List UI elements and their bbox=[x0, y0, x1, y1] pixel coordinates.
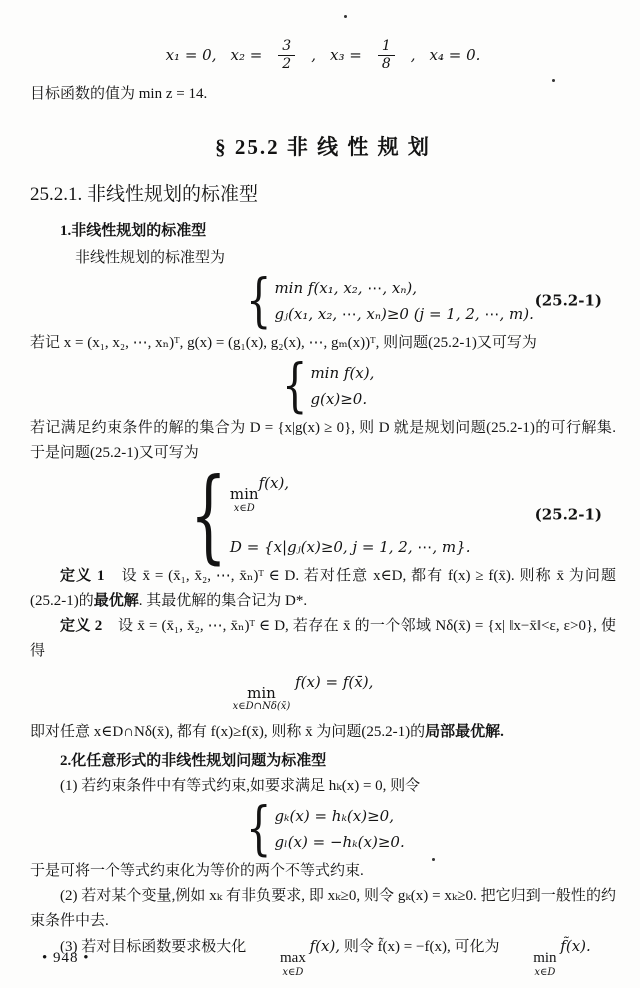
case-1-line: (1) 若约束条件中有等式约束,如要求满足 hₖ(x) = 0, 则令 bbox=[60, 778, 421, 794]
definition-2-text: 设 x̄ = (x̄₁, x̄₂, ⋯, x̄ₙ)ᵀ ∈ D, 若存在 x̄ 的一个邻域 Nδ(x̄) = {x| ‖x−x̄‖<ε, ε>0}, 使得 bbox=[30, 617, 616, 659]
left-brace-icon: { bbox=[246, 795, 272, 863]
equation-feasible-form bbox=[190, 455, 616, 575]
equation-label: (25.2-1) bbox=[534, 291, 602, 310]
equation-label: (25.2-1) bbox=[534, 505, 602, 524]
equation-local-min bbox=[30, 670, 576, 713]
definition-2 bbox=[30, 614, 616, 664]
item-2-heading: 2.化任意形式的非线性规划问题为标准型 bbox=[60, 753, 327, 769]
min-operator: min bbox=[533, 950, 557, 966]
intro-line: 非线性规划的标准型为 bbox=[75, 250, 226, 266]
equation-fragment: f(x) = f(x̄), bbox=[295, 672, 374, 691]
definition-1-text: 设 x̄ = (x̄₁, x̄₂, ⋯, x̄ₙ)ᵀ ∈ D. 若对任意 x∈D, 都有 f(x) ≥ f(x̄). 则称 x̄ 为问题(25.2-1)的 bbox=[30, 567, 616, 609]
equation-solution-values bbox=[30, 32, 616, 78]
objective-value-line: 目标函数的值为 min z = 14. bbox=[30, 86, 208, 102]
equation-line: gⱼ(x₁, x₂, ⋯, xₙ)≥0 (j = 1, 2, ⋯, m). bbox=[274, 305, 534, 323]
equation-line: D = {x|gⱼ(x)≥0, j = 1, 2, ⋯, m}. bbox=[229, 537, 471, 556]
equation-vector-form bbox=[282, 352, 616, 420]
equation-fragment: f(x), bbox=[309, 937, 341, 955]
fraction-denominator: 2 bbox=[282, 55, 292, 72]
subsection-heading: 25.2.1. 非线性规划的标准型 bbox=[30, 184, 259, 205]
equation-lines bbox=[230, 470, 471, 560]
equation-fragment: f(x), bbox=[258, 474, 290, 492]
scan-speck bbox=[432, 858, 435, 861]
min-subscript: x∈D bbox=[534, 966, 556, 978]
equation-line: min f(x₁, x₂, ⋯, xₙ), bbox=[274, 279, 418, 297]
equation-line: gₗ(x) = −hₖ(x)≥0. bbox=[274, 833, 405, 851]
left-brace-icon: { bbox=[246, 267, 272, 335]
paragraph-text: (3) 若对目标函数要求极大化 bbox=[60, 939, 247, 955]
equation-case1 bbox=[246, 795, 616, 863]
equation-line bbox=[230, 470, 471, 514]
equation-lines bbox=[274, 275, 533, 327]
equation-fragment: x₄ = 0. bbox=[429, 45, 481, 64]
case-3-line bbox=[30, 934, 616, 978]
fraction-numerator: 3 bbox=[278, 39, 295, 56]
equation-line: g(x)≥0. bbox=[310, 390, 368, 408]
case-1-conclusion: 于是可将一个等式约束化为等价的两个不等式约束. bbox=[30, 863, 364, 879]
fraction-one-eighth bbox=[378, 39, 395, 71]
paragraph-text: 即对任意 x∈D∩Nδ(x̄), 都有 f(x)≥f(x̄), 则称 x̄ 为问题(25.2-1)的 bbox=[30, 724, 426, 740]
fraction-three-halves bbox=[278, 39, 295, 71]
equation-lines bbox=[274, 803, 404, 855]
equation-fragment: , bbox=[311, 45, 316, 64]
case-2-line: (2) 若对某个变量,例如 xₖ 有非负要求, 即 xₖ≥0, 则令 gₖ(x) = xₖ≥0. 把它归到一般性的约束条件中去. bbox=[30, 888, 616, 929]
equation-fragment: x₁ = 0, bbox=[165, 45, 217, 64]
fraction-numerator: 1 bbox=[378, 39, 395, 56]
equation-line: min f(x), bbox=[310, 364, 375, 382]
scan-speck bbox=[552, 79, 555, 82]
equation-fragment: , bbox=[410, 45, 416, 64]
min-operator: min bbox=[229, 485, 259, 503]
definition-1-bold-term: 最优解 bbox=[93, 592, 139, 609]
item-1-heading: 1.非线性规划的标准型 bbox=[60, 223, 207, 239]
definition-2-label: 定义 2 bbox=[60, 617, 103, 634]
equation-line: gₖ(x) = hₖ(x)≥0, bbox=[274, 807, 394, 825]
max-operator: max bbox=[280, 950, 306, 966]
definition-1-label: 定义 1 bbox=[60, 567, 105, 584]
equation-fragment: x₃ = bbox=[330, 45, 362, 64]
paragraph-text: 则令 f̃(x) = −f(x), 可化为 bbox=[343, 939, 500, 955]
fraction-denominator: 8 bbox=[381, 55, 391, 72]
equation-lines bbox=[310, 360, 374, 412]
definition-1 bbox=[30, 564, 616, 614]
section-heading: § 25.2 非 线 性 规 划 bbox=[215, 135, 431, 159]
min-operator: min bbox=[247, 683, 276, 702]
min-subscript: x∈D∩Nδ(x̄) bbox=[232, 701, 291, 712]
equation-standard-form bbox=[246, 267, 616, 335]
max-subscript: x∈D bbox=[282, 966, 304, 978]
equation-fragment: x₂ = bbox=[230, 45, 263, 64]
left-brace-icon: { bbox=[282, 352, 308, 420]
paragraph-feasible-set: 若记满足约束条件的解的集合为 D = {x|g(x) ≥ 0}, 则 D 就是规划问题(25.2-1)的可行解集. 于是问题(25.2-1)又可写为 bbox=[30, 420, 616, 461]
paragraph-text: . bbox=[500, 724, 504, 740]
min-subscript: x∈D bbox=[233, 502, 255, 514]
definition-1-text: . 其最优解的集合记为 D*. bbox=[138, 592, 308, 609]
scan-speck bbox=[344, 15, 347, 18]
page-number: • 948 • bbox=[42, 950, 90, 966]
paragraph-vector-notation: 若记 x = (x₁, x₂, ⋯, xₙ)ᵀ, g(x) = (g₁(x), g₂(x), ⋯, gₘ(x))ᵀ, 则问题(25.2-1)又可写为 bbox=[30, 335, 537, 351]
left-brace-icon: { bbox=[190, 455, 227, 575]
equation-fragment: f̃(x). bbox=[560, 937, 591, 955]
local-optimum-bold-term: 局部最优解 bbox=[425, 724, 501, 740]
paragraph-local-optimum bbox=[30, 720, 616, 745]
